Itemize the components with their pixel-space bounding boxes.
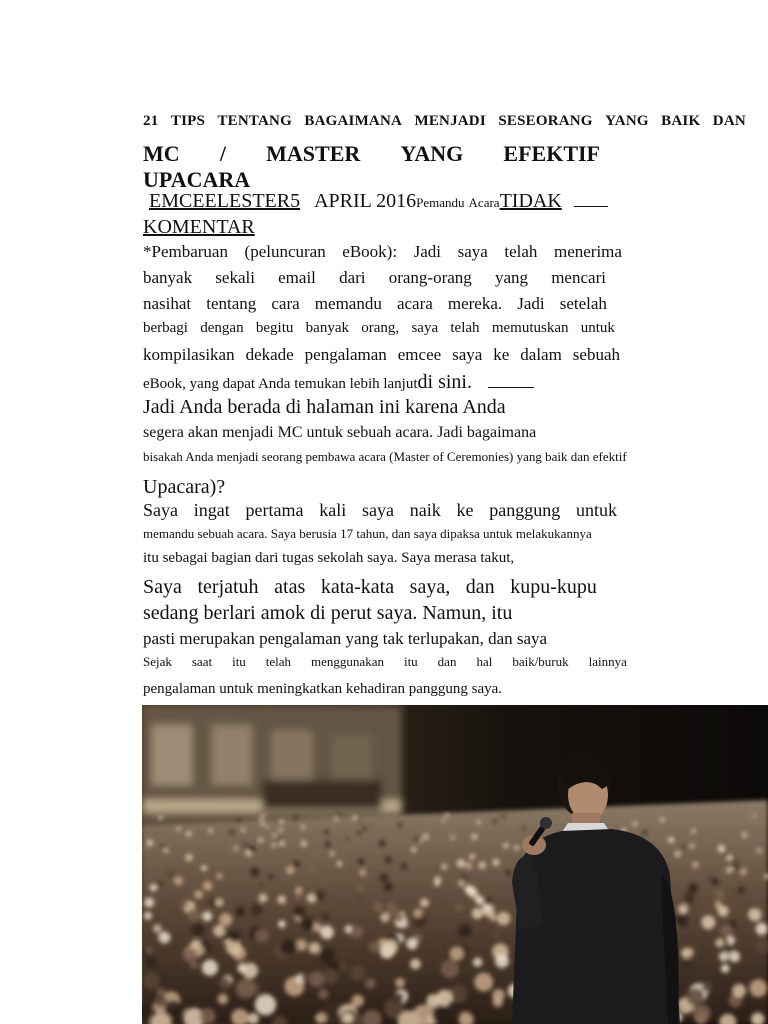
word: telah: [450, 320, 480, 336]
body-line: sedang berlari amok di perut saya. Namun, itu: [143, 602, 513, 624]
word: sebuah: [572, 345, 620, 364]
body-line: [143, 320, 615, 337]
word: nasihat: [143, 294, 192, 313]
word: setelah: [559, 294, 607, 313]
word: begitu: [255, 320, 294, 336]
word: dekade: [245, 345, 294, 364]
word: pertama: [245, 500, 304, 520]
word: ke: [493, 345, 510, 364]
word: dari: [339, 268, 366, 287]
body-line: Upacara)?: [143, 476, 226, 498]
word: pengalaman: [304, 345, 387, 364]
body-line: [143, 242, 622, 262]
word: saya: [411, 320, 439, 336]
word: kali: [319, 500, 347, 520]
body-line: [143, 371, 534, 394]
title-word: EFEKTIF: [503, 141, 600, 166]
word: dalam: [520, 345, 562, 364]
underline-rule: [488, 375, 534, 388]
word: eBook):: [342, 242, 398, 261]
word: dan: [465, 576, 495, 598]
title-word: 21: [143, 113, 159, 129]
word: itu: [403, 654, 418, 669]
body-line: bisakah Anda menjadi seorang pembawa acara (Master of Ceremonies) yang baik dan efektif: [143, 449, 627, 464]
category-label-b[interactable]: Acara: [468, 195, 500, 210]
word: saya: [452, 345, 483, 364]
word: Saya: [143, 576, 182, 598]
word: hal: [476, 654, 493, 669]
word: sekali: [215, 268, 255, 287]
body-line: Jadi Anda berada di halaman ini karena Anda: [143, 396, 506, 418]
word: tentang: [206, 294, 257, 313]
word: dan: [437, 654, 457, 669]
body-line: [143, 294, 607, 314]
word: email: [278, 268, 316, 287]
article-title-line-2: [143, 141, 600, 167]
body-line: [143, 500, 617, 521]
word: berbagi: [143, 320, 188, 336]
body-line: [143, 654, 627, 670]
title-word: DAN: [712, 113, 746, 129]
title-word: TIPS: [170, 113, 206, 129]
body-line: pengalaman untuk meningkatkan kehadiran panggung saya.: [143, 681, 503, 697]
word: kompilasikan: [143, 345, 235, 364]
title-word: MENJADI: [414, 113, 486, 129]
comments-link[interactable]: TIDAK: [499, 190, 562, 212]
word: saya: [361, 500, 394, 520]
word: yang: [494, 268, 529, 287]
article-meta: [149, 190, 608, 213]
word: acara: [396, 294, 433, 313]
word: Saya: [143, 500, 178, 520]
word: Sejak: [143, 654, 172, 669]
word: naik: [409, 500, 441, 520]
author-link[interactable]: EMCEELESTER5: [149, 190, 301, 212]
body-line: itu sebagai bagian dari tugas sekolah saya. Saya merasa takut,: [143, 550, 515, 566]
body-text: eBook, yang dapat Anda temukan lebih lanjut: [143, 376, 418, 392]
body-line: [143, 268, 606, 288]
title-word: /: [219, 141, 226, 166]
word: memutuskan: [491, 320, 569, 336]
word: terjatuh: [197, 576, 259, 598]
word: saat: [191, 654, 213, 669]
word: emcee: [397, 345, 442, 364]
word: saya: [457, 242, 488, 261]
title-word: BAIK: [661, 113, 701, 129]
body-line: memandu sebuah acara. Saya berusia 17 tahun, dan saya dipaksa untuk melakukannya: [143, 526, 592, 541]
word: lainnya: [588, 654, 627, 669]
word: panggung: [489, 500, 561, 520]
word: *Pembaruan: [143, 242, 228, 261]
word: menggunakan: [311, 654, 384, 669]
word: telah: [265, 654, 292, 669]
word: untuk: [580, 320, 615, 336]
body-line: segera akan menjadi MC untuk sebuah acara. Jadi bagaimana: [143, 424, 537, 441]
word: ke: [456, 500, 474, 520]
word: telah: [504, 242, 538, 261]
word: menerima: [553, 242, 622, 261]
word: itu: [232, 654, 246, 669]
word: Jadi: [413, 242, 442, 261]
word: dengan: [200, 320, 244, 336]
ebook-link[interactable]: di sini.: [417, 371, 472, 393]
word: ingat: [193, 500, 230, 520]
article-title-line-1: [143, 113, 746, 130]
title-word: MC: [143, 141, 180, 166]
title-word: TENTANG: [217, 113, 292, 129]
word: (peluncuran: [244, 242, 326, 261]
word: kupu-kupu: [510, 576, 597, 598]
word: untuk: [575, 500, 617, 520]
word: baik/buruk: [512, 654, 569, 669]
word: banyak: [305, 320, 349, 336]
title-word: BAGAIMANA: [304, 113, 403, 129]
body-line: [143, 576, 597, 599]
word: cara: [271, 294, 300, 313]
word: atas: [274, 576, 306, 598]
word: mereka.: [447, 294, 503, 313]
body-line: [143, 345, 620, 365]
article-title-line-3: UPACARA: [143, 167, 251, 192]
category-label-a[interactable]: Pemandu: [416, 195, 465, 210]
title-word: YANG: [605, 113, 649, 129]
word: orang-orang: [388, 268, 472, 287]
word: mencari: [551, 268, 606, 287]
word: kata-kata: [320, 576, 395, 598]
body-line: pasti merupakan pengalaman yang tak terlupakan, dan saya: [143, 629, 548, 648]
word: Jadi: [517, 294, 545, 313]
title-word: MASTER: [266, 141, 361, 166]
word: saya,: [409, 576, 451, 598]
underline-rule: [574, 192, 608, 207]
title-word: SESEORANG: [498, 113, 593, 129]
comments-link-continued[interactable]: KOMENTAR: [143, 216, 255, 238]
word: orang,: [361, 320, 400, 336]
post-date: APRIL 2016: [314, 190, 417, 212]
word: banyak: [143, 268, 193, 287]
title-word: YANG: [400, 141, 464, 166]
speaker-with-crowd-photo: [142, 705, 768, 1024]
word: memandu: [314, 294, 382, 313]
